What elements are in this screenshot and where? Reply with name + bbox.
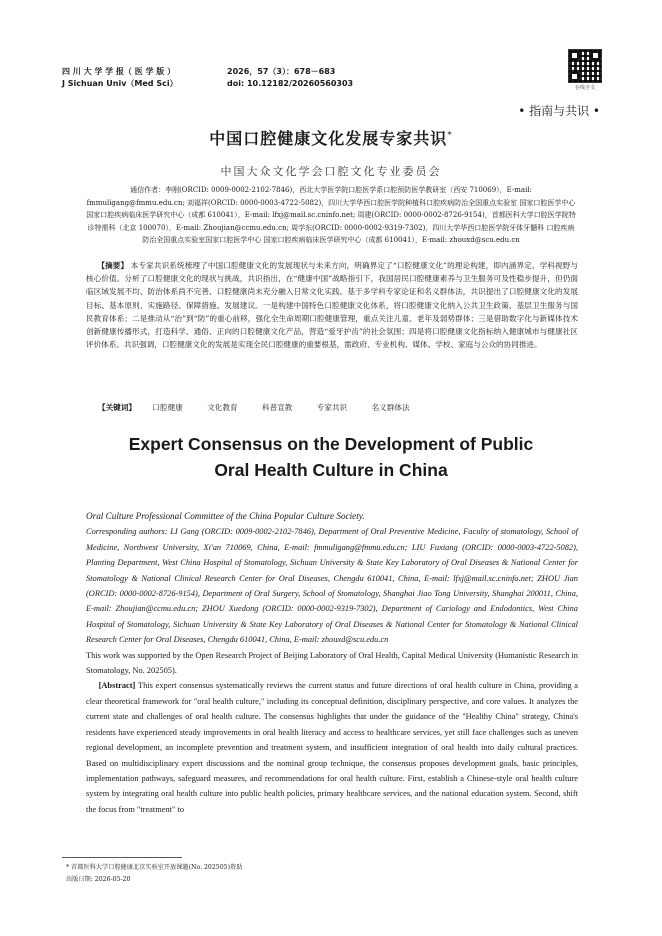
keyword: 口腔健康 — [152, 403, 183, 412]
publish-date: 出版日期: 2026-05-20 — [66, 876, 131, 883]
section-tag: • 指南与共识 • — [518, 104, 600, 118]
keywords-cn — [98, 402, 432, 413]
funding-statement: This work was supported by the Open Research Project of Beijing Laboratory of Oral Health, Capital Medical University (Humanistic Research in Stomatology, No. 202505). — [86, 650, 578, 676]
title-footnote-mark: * — [447, 130, 453, 141]
volume-pages: 2026，57（3）：678－683 — [227, 67, 336, 76]
footnote-divider — [62, 857, 182, 858]
author-organization-cn: 中国大众文化学会口腔文化专业委员会 — [220, 165, 442, 178]
author-organization-en: Oral Culture Professional Committee of the China Popular Culture Society. — [86, 511, 365, 521]
doi[interactable]: doi: 10.12182/20260560303 — [227, 79, 354, 88]
footnote — [66, 862, 242, 886]
keyword: 专家共识 — [316, 403, 348, 412]
keyword: 名义群体法 — [371, 403, 410, 412]
abstract-text-en: This expert consensus systematically reviews the current status and future directions of oral health culture in China, providing a clear theoretical framework for "oral health culture," including its conceptual definition, disciplinary perspective, and core values. It analyzes the current state and challenges of oral health culture. The consensus highlights that under the guidance of the "Healthy China" strategy, China's residents have experienced steady improvements in oral health literacy and access to healthcare services, yet still face challenges such as uneven regional development, an incomplete prevention and treatment system, and insufficient integration of oral health into daily cultural practices. Based on multidisciplinary expert discussions and the nominal group technique, the consensus proposes development goals, basic principles, implementation pathways, safeguard measures, and recommendations for oral health culture. First, establish a Chinese-style oral health culture system by integrating oral health culture into public health policies, primary healthcare services, and the national education system. Second, shift the focus from "treatment" to — [86, 681, 578, 814]
title-en-line2: Oral Health Culture in China — [214, 460, 448, 480]
article-title-en — [0, 431, 662, 483]
fund-note: * 首都医科大学口腔健康北京实验室开放课题(No. 202505)资助 — [66, 864, 243, 871]
keyword: 文化教育 — [207, 403, 238, 412]
qr-code-icon[interactable] — [568, 49, 602, 83]
abstract-label-en: [Abstract] — [98, 681, 136, 691]
abstract-text-cn: 本专家共识系统梳理了中国口腔健康文化的发展现状与未来方向，明确界定了“口腔健康文化”的理论构建，即内涵界定、学科视野与核心价值。分析了口腔健康文化的现状与挑战，共识指出，在“健康中国”战略指引下，我国居民口腔健康素养与卫生服务可及性稳步提升，但仍面临区域发展不均、防治体系尚不完善、口腔健康尚未充分融入日常文化实践。基于多学科专家论证和名义群体法，共识提出了口腔健康文化的发展目标、基本原则、实施路径、保障措施、发展建议。一是构建中国特色口腔健康文化体系，将口腔健康文化纳入公共卫生政策、基层卫生服务与国民教育体系；二是推动从“治”到“防”的重心前移，强化全生命周期口腔健康管理，重点关注儿童、老年及弱势群体；三是借助数字化与新媒体技术创新健康传播形式，打造科学、通俗、正向的口腔健康文化产品，营造“爱牙护齿”的社会氛围；四是将口腔健康文化指标纳入健康城市与健康社区评价体系。共识强调，口腔健康文化的发展是实现全民口腔健康的重要根基，需政府、专业机构、媒体、学校、家庭与公众的协同推进。 — [86, 261, 578, 350]
issue-info — [227, 66, 353, 90]
keyword: 科普宣教 — [261, 403, 293, 412]
title-en-line1: Expert Consensus on the Development of Public — [128, 434, 534, 454]
abstract-cn — [86, 259, 578, 351]
journal-header — [62, 66, 354, 90]
corresponding-authors-en: Corresponding authors: LI Gang (ORCID: 0009-0002-2102-7846), Department of Oral Preventive Medicine, Faculty of stomatology, School of Medicine, Northwest University, Xi'an 710069, China, E-mail: fmmuligang@fmmu.edu.cn; LIU Fuxiang (ORCID: 0000-0003-4722-5082), Planting Department, West China Hospital of Stomatology, Sichuan University & State Key Laboratory of Oral Diseases & National Center for Stomatology & National Clinical Research Center for Oral Diseases, Chengdu 610041, China, E-mail: lfxj@mail.sc.cninfo.net; ZHOU Jian (ORCID: 0000-0002-8726-9154), Department of Oral Surgery, School of Stomatology, Shanghai Jiao Tong University, Shanghai 200011, China, E-mail: Zhoujian@ccmu.edu.cn; ZHOU Xuedong (ORCID: 0000-0002-9319-7302), Department of Cariology and Endodontics, West China Hospital of Stomatology, Sichuan University & State Key Laboratory of Oral Diseases & National Center for Stomatology & National Clinical Research Center for Oral Diseases, Chengdu 610041, China, E-mail: zhouxd@scu.edu.cn — [86, 527, 578, 645]
title-cn-text: 中国口腔健康文化发展专家共识 — [209, 129, 448, 148]
journal-name-cn: 四 川 大 学 学 报（ 医 学 版 ） — [62, 67, 176, 76]
article-title-cn — [0, 126, 662, 149]
qr-label: 在线全文 — [574, 85, 595, 91]
abstract-label-cn: 【摘要】 — [97, 261, 129, 270]
corresponding-authors-cn: 通信作者：李刚(ORCID: 0009-0002-2102-7846)，西北大学医学院口腔医学系口腔预防医学教研室（西安 710069），E-mail: fmmuligang@fmmu.edu.cn; 刘福祥(ORCID: 0000-0003-4722-5082)，四川大学华西口腔医学院种植科口腔疾病防治全国重点实验室 国家口腔医学中心 国家口腔疾病临床医学研究中心（成都 610041），E-mail: lfxj@mail.sc.cninfo.net; 周建(ORCID: 0000-0002-8726-9154)，首都医科大学口腔医学院特诊特需科（北京 100070），E-mail: Zhoujian@ccmu.edu.cn; 周学东(ORCID: 0000-0002-9319-7302)，四川大学华西口腔医学院牙体牙髓科 口腔疾病防治全国重点实验室国家口腔医学中心 国家口腔疾病临床医学研究中心（成都 610041），E-mail: zhouxd@scu.edu.cn — [86, 186, 576, 245]
english-front-matter — [86, 509, 578, 817]
keywords-label-cn: 【关键词】 — [98, 403, 136, 412]
journal-name-en: J Sichuan Univ（Med Sci） — [62, 79, 178, 88]
abstract-en — [86, 678, 578, 817]
